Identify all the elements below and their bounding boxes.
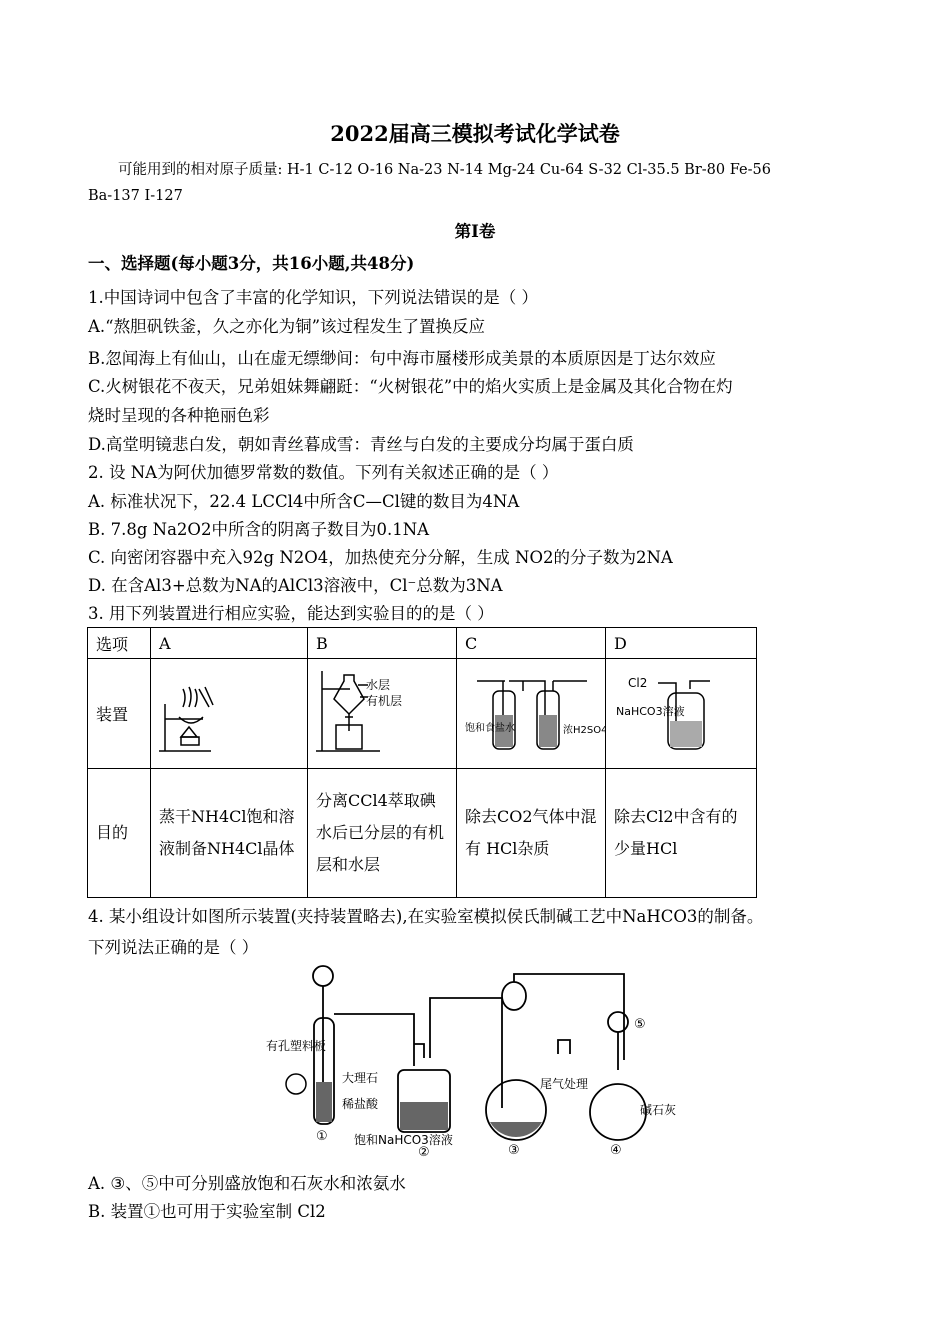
- fig-marble-label: 大理石: [342, 1071, 379, 1085]
- q3-header-a: A: [151, 628, 308, 659]
- q3-table: [87, 627, 757, 898]
- evaporating-dish-apparatus-figure: [151, 659, 307, 764]
- q3-purpose-a: 蒸干NH4Cl饱和溶液制备NH4Cl晶体: [151, 769, 308, 898]
- q1-option-c-line2: 烧时呈现的各种艳丽色彩: [88, 406, 270, 425]
- section-title: 一、选择题(每小题3分，共16小题,共48分): [88, 254, 415, 273]
- q3-apparatus-row: [88, 659, 757, 769]
- q2-option-d: D. 在含Al3+总数为NA的AlCl3溶液中，Cl⁻总数为3NA: [88, 576, 503, 595]
- fig-c-right-label: 浓H2SO4: [563, 725, 605, 736]
- q3-header-d: D: [606, 628, 757, 659]
- q4-stem-line1: 4. 某小组设计如图所示装置(夹持装置略去),在实验室模拟侯氏制碱工艺中NaHCO3的制备。: [88, 907, 764, 926]
- q3-header-c: C: [457, 628, 606, 659]
- gas-washing-bottle-figure: [606, 659, 756, 764]
- q4-stem-line2: 下列说法正确的是（ ）: [88, 938, 259, 957]
- q3-purpose-c: 除去CO2气体中混有 HCl杂质: [457, 769, 606, 898]
- fig-tail-label: 尾气处理: [540, 1077, 589, 1091]
- q3-apparatus-b: [308, 659, 457, 769]
- fig-bottle-label: 饱和NaHCO3溶液: [354, 1133, 453, 1147]
- fig-number-4: ④: [610, 1143, 622, 1158]
- q3-purpose-label: 目的: [88, 769, 151, 898]
- q4-option-b: B. 装置①也可用于实验室制 Cl2: [88, 1202, 326, 1221]
- fig-acid-label: 稀盐酸: [342, 1097, 379, 1111]
- atomic-mass-line-1: 可能用到的相对原子质量: H-1 C-12 O-16 Na-23 N-14 Mg-24 Cu-64 S-32 Cl-35.5 Br-80 Fe-56: [118, 162, 771, 178]
- q3-header-b: B: [308, 628, 457, 659]
- fig-b-water-label: 水层: [366, 678, 391, 692]
- q1-option-d: D.高堂明镜悲白发，朝如青丝暮成雪：青丝与白发的主要成分均属于蛋白质: [88, 435, 634, 454]
- fig-d-liquid-label: NaHCO3溶液: [616, 705, 685, 718]
- q3-header-row: [88, 628, 757, 659]
- q2-stem: 2. 设 NA为阿伏加德罗常数的数值。下列有关叙述正确的是（ ）: [88, 463, 559, 482]
- volume-title: 第Ⅰ卷: [454, 222, 496, 241]
- two-wash-bottles-figure: [457, 659, 605, 764]
- fig-number-2: ②: [418, 1145, 430, 1158]
- q2-option-b: B. 7.8g Na2O2中所含的阴离子数目为0.1NA: [88, 520, 430, 539]
- q1-option-b: B.忽闻海上有仙山，山在虚无缥缈间：句中海市蜃楼形成美景的本质原因是丁达尔效应: [88, 349, 716, 368]
- q1-option-c-line1: C.火树银花不夜天，兄弟姐妹舞翩跹：“火树银花”中的焰火实质上是金属及其化合物在灼: [88, 377, 733, 396]
- q4-apparatus-figure: [258, 962, 708, 1158]
- q3-apparatus-a: [151, 659, 308, 769]
- q2-option-c: C. 向密闭容器中充入92g N2O4，加热使充分分解，生成 NO2的分子数为2NA: [88, 548, 673, 567]
- fig-d-gas-label: Cl2: [628, 676, 648, 690]
- page-title: 2022届高三模拟考试化学试卷: [330, 121, 620, 146]
- q3-purpose-row: [88, 769, 757, 898]
- q1-stem: 1.中国诗词中包含了丰富的化学知识，下列说法错误的是（ ）: [88, 288, 538, 307]
- q3-purpose-b: 分离CCl4萃取碘水后已分层的有机层和水层: [308, 769, 457, 898]
- q3-apparatus-c: [457, 659, 606, 769]
- fig-number-3: ③: [508, 1143, 520, 1158]
- fig-number-1: ①: [316, 1129, 328, 1144]
- atomic-mass-line-2: Ba-137 I-127: [88, 188, 183, 204]
- fig-b-organic-label: 有机层: [366, 694, 403, 708]
- fig-number-5: ⑤: [634, 1017, 646, 1032]
- separatory-funnel-figure: [308, 659, 456, 764]
- q3-apparatus-d: [606, 659, 757, 769]
- q1-option-a: A.“熬胆矾铁釜，久之亦化为铜”该过程发生了置换反应: [88, 317, 486, 336]
- q3-header-option: 选项: [88, 628, 151, 659]
- fig-c-left-label: 饱和食盐水: [465, 723, 515, 734]
- q3-apparatus-label: 装置: [88, 659, 151, 769]
- fig-plate-label: 有孔塑料板: [266, 1039, 327, 1053]
- q4-option-a: A. ③、⑤中可分别盛放饱和石灰水和浓氨水: [88, 1174, 406, 1193]
- q3-stem: 3. 用下列装置进行相应实验，能达到实验目的的是（ ）: [88, 604, 494, 623]
- fig-lime-label: 碱石灰: [640, 1103, 677, 1117]
- q2-option-a: A. 标准状况下，22.4 LCCl4中所含C—Cl键的数目为4NA: [88, 492, 520, 511]
- q3-purpose-d: 除去Cl2中含有的少量HCl: [606, 769, 757, 898]
